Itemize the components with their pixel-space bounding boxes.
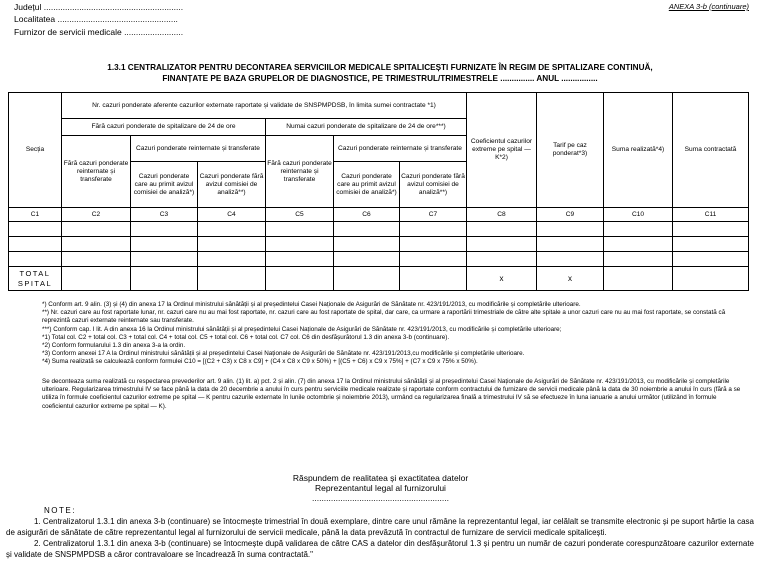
- table-cell[interactable]: [62, 237, 131, 252]
- col-code: C4: [198, 208, 266, 222]
- total-label: [9, 267, 62, 291]
- col-code: C1: [9, 208, 62, 222]
- note-1: 1. Centralizatorul 1.3.1 din anexa 3-b (continuare) se întocmește trimestrial în două exemplare, dintre care unul rămâne la reprezentantul legal, iar celălalt se transmite electronic și pe suport hârtie la casa de asigurări de sănătate de către reprezentantul legal al furnizorului de servicii medicale, până la data prevăzută în contractul de furnizare de servicii medicale spitalicești.: [6, 517, 754, 537]
- header-suma-contractata: Suma contractată: [673, 93, 749, 208]
- furnizor-field: Furnizor de servicii medicale .........................: [14, 27, 184, 37]
- table-cell[interactable]: [131, 267, 198, 291]
- total-label-line-1: TOTAL: [19, 268, 51, 278]
- table-cell[interactable]: [400, 252, 467, 267]
- table-cell[interactable]: [266, 252, 334, 267]
- table-cell[interactable]: [9, 252, 62, 267]
- footnote-5: *2) Conform formularului 1.3 din anexa 3-a la ordin.: [42, 342, 186, 350]
- sign-line-1: Răspundem de realitatea și exactitatea datelor: [292, 473, 469, 483]
- header-reinternate-24: Cazuri ponderate reinternate și transferate: [334, 136, 467, 162]
- header-fara-24: Fără cazuri ponderate de spitalizare de 24 de ore: [62, 119, 266, 136]
- table-cell[interactable]: [673, 252, 749, 267]
- total-c8-x: x: [467, 267, 537, 291]
- table-row: [9, 222, 749, 237]
- table-cell[interactable]: [334, 267, 400, 291]
- title-line-1: 1.3.1 CENTRALIZATOR PENTRU DECONTAREA SERVICIILOR MEDICALE SPITALICEȘTI FURNIZATE ÎN REGIM DE SPITALIZARE CONTINUĂ,: [107, 63, 653, 72]
- table-cell[interactable]: [537, 237, 604, 252]
- header-top-group: Nr. cazuri ponderate aferente cazurilor externate raportate și validate de SNSPMPDSB, în limita sumei contractate *1): [62, 93, 467, 119]
- table-cell[interactable]: [266, 222, 334, 237]
- table-cell[interactable]: [673, 237, 749, 252]
- table-cell[interactable]: [198, 267, 266, 291]
- note-2: 2. Centralizatorul 1.3.1 din anexa 3-b (continuare) se întocmește după validarea de către CAS a datelor din desfășurătorul 1.3 și pentru un număr de cazuri ponderate corespunzătoare cazurilor externate și validate de SNSPMPDSB a căror contravaloare se încadrează în suma contractată.": [6, 539, 754, 559]
- col-code: C11: [673, 208, 749, 222]
- footnote-3: ***) Conform cap. I lit. A din anexa 16 la Ordinul ministrului sănătății și al președintelui Casei Naționale de Asigurări de Sănătate nr. 423/191/2013, cu modificările și completările ulterioare;: [42, 325, 562, 333]
- table-cell[interactable]: [9, 222, 62, 237]
- table-cell[interactable]: [198, 237, 266, 252]
- header-sectia: Secția: [9, 93, 62, 208]
- header-fara-aviz-24: Cazuri ponderate fără avizul comisiei de analiză**): [400, 162, 467, 208]
- header-fara-cazuri-reinternate: Fără cazuri ponderate reinternate și transferate: [62, 136, 131, 208]
- table-cell[interactable]: [604, 222, 673, 237]
- header-tarif: Tarif pe caz ponderat*3): [537, 93, 604, 208]
- col-code: C5: [266, 208, 334, 222]
- col-code: C8: [467, 208, 537, 222]
- table-cell[interactable]: [537, 252, 604, 267]
- table-cell[interactable]: [334, 237, 400, 252]
- table-cell[interactable]: [131, 222, 198, 237]
- sign-line-3[interactable]: ..........................................................: [312, 493, 449, 503]
- table-cell[interactable]: [673, 222, 749, 237]
- final-notes: [6, 505, 754, 560]
- table-cell[interactable]: [62, 252, 131, 267]
- col-code: C7: [400, 208, 467, 222]
- header-cu-aviz-24: Cazuri ponderate care au primit avizul comisiei de analiză*): [334, 162, 400, 208]
- table-cell[interactable]: [334, 222, 400, 237]
- annex-label: ANEXA 3-b (continuare): [668, 2, 749, 11]
- table-cell[interactable]: [467, 222, 537, 237]
- total-c9-x: x: [537, 267, 604, 291]
- table-cell[interactable]: [131, 252, 198, 267]
- table-cell[interactable]: [400, 237, 467, 252]
- table-cell[interactable]: [62, 222, 131, 237]
- col-code: C6: [334, 208, 400, 222]
- footnote-1: *) Conform art. 9 alin. (3) și (4) din anexa 17 la Ordinul ministrului sănătății și al președintelui Casei Naționale de Asigurări de Sănătate nr. 423/191/2013, cu modificările și completările ulterioare.: [42, 301, 581, 308]
- table-cell[interactable]: [604, 237, 673, 252]
- col-code: C10: [604, 208, 673, 222]
- total-row: [9, 267, 749, 291]
- table-cell[interactable]: [673, 267, 749, 291]
- table-cell[interactable]: [467, 252, 537, 267]
- judet-field: Județul ...........................................................: [14, 2, 184, 12]
- header-reinternate: Cazuri ponderate reinternate și transferate: [131, 136, 266, 162]
- table-cell[interactable]: [400, 267, 467, 291]
- column-codes-row: [9, 208, 749, 222]
- table-cell[interactable]: [266, 237, 334, 252]
- table-cell[interactable]: [604, 267, 673, 291]
- header-cu-aviz: Cazuri ponderate care au primit avizul comisiei de analiză*): [131, 162, 198, 208]
- table-cell[interactable]: [334, 252, 400, 267]
- footnote-2: **) Nr. cazuri care au fost raportate lunar, nr. cazuri care nu au mai fost raportate, nr. cazuri care au fost raportate de spital, dar care, ca urmare a raportării trimestriale de către alte spitale a unor cazuri care nu au mai fost raportate, se constată că reprezintă cazuri externate reinternate sau transferate.: [42, 309, 726, 325]
- total-label-line-2: SPITAL: [17, 278, 53, 288]
- title-line-2: FINANȚATE PE BAZA GRUPELOR DE DIAGNOSTICE, PE TRIMESTRUL/TRIMESTRELE ............... ANUL ................: [162, 74, 598, 83]
- header-suma-realizata: Suma realizată*4): [604, 93, 673, 208]
- table-cell[interactable]: [131, 237, 198, 252]
- sign-line-2: Reprezentantul legal al furnizorului: [315, 483, 446, 493]
- footnote-6: *3) Conform anexei 17 A la Ordinul ministrului sănătății și al președintelui Casei Naționale de Asigurări de Sănătate nr. 423/191/2013,cu modificările și completările ulterioare.: [42, 350, 525, 358]
- table-cell[interactable]: [400, 222, 467, 237]
- footnote-4: *1) Total col. C2 + total col. C3 + total col. C4 + total col. C5 + total col. C6 + total col. C7 col. C6 din desfășurătorul 1.3 din anexa 3-b (continuare).: [42, 333, 450, 341]
- table-cell[interactable]: [62, 267, 131, 291]
- table-cell[interactable]: [537, 222, 604, 237]
- footnotes: [42, 301, 747, 367]
- table-row: [9, 252, 749, 267]
- centralizator-table: [8, 92, 749, 291]
- table-cell[interactable]: [9, 237, 62, 252]
- table-row: [9, 237, 749, 252]
- table-cell[interactable]: [266, 267, 334, 291]
- notes-title: NOTE:: [44, 506, 76, 515]
- header-numai-24: Numai cazuri ponderate de spitalizare de 24 de ore***): [266, 119, 467, 136]
- settlement-paragraph: Se deconteaza suma realizată cu respectarea prevederilor art. 9 alin. (1) lit. a) pct. 2 și alin. (7) din anexa 17 la Ordinul ministrului sănătății și al președintelui Casei Naționale de Asigurări de Sănătate nr. 423/191/2013, cu modificările și completările ulterioare. Regularizarea trimestrului IV se face până la data de 20 decembrie a anului în curs pentru serviciile medicale realizate și raportate conform contractului de furnizare de servicii medicale până la data de 30 noiembrie a anului în curs (fără a se utiliza în formule coeficientul cazurilor extreme pe spital — K pentru cazurile externate în lunile octombrie și noiembrie 2013), urmând ca regularizarea finală a trimestrului IV să se efectueze în luna ianuarie a anului următor (utilizând în formule coeficientul cazurilor extreme pe spital — K).: [42, 378, 741, 410]
- col-code: C3: [131, 208, 198, 222]
- col-code: C9: [537, 208, 604, 222]
- table-cell[interactable]: [467, 237, 537, 252]
- footnote-7: *4) Suma realizată se calculează conform formulei C10 = [(C2 + C3) x C8 x C9] + (C4 x C8 x C9 x 50%) + [(C5 + C6) x C9 x 75%] + (C7 x C9 x 75% x 50%).: [42, 358, 478, 366]
- localitate-field: Localitatea ...................................................: [14, 14, 178, 24]
- table-cell[interactable]: [604, 252, 673, 267]
- header-fara-aviz: Cazuri ponderate fără avizul comisiei de analiză**): [198, 162, 266, 208]
- signature-block: [0, 473, 761, 503]
- table-cell[interactable]: [198, 222, 266, 237]
- document-title: [20, 62, 740, 84]
- header-fara-cazuri-reinternate-24: Fără cazuri ponderate reinternate și transferate: [266, 136, 334, 208]
- table-cell[interactable]: [198, 252, 266, 267]
- header-coef: Coeficientul cazurilor extreme pe spital — K*2): [467, 93, 537, 208]
- col-code: C2: [62, 208, 131, 222]
